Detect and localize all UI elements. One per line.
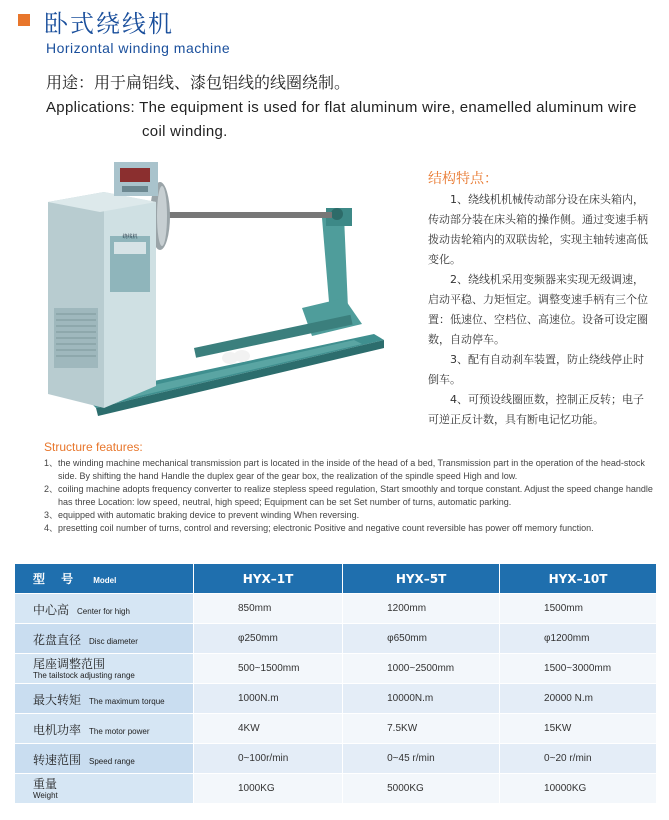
table-row — [15, 654, 657, 684]
table-cell: 4KW — [194, 714, 343, 744]
table-cell: 0~45 r/min — [343, 744, 500, 774]
table-row — [15, 624, 657, 654]
row-label-en: Weight — [33, 791, 58, 800]
structure-en-item — [44, 483, 654, 509]
applications-en-line1: Applications: The equipment is used for flat aluminum wire, enamelled aluminum wire — [46, 99, 637, 116]
table-cell: 500~1500mm — [194, 654, 343, 684]
header-model-cn: 型 号 — [33, 572, 80, 586]
table-row — [15, 744, 657, 774]
table-row — [15, 594, 657, 624]
row-label — [15, 684, 194, 714]
header-model-3: HYX–10T — [500, 564, 657, 594]
table-cell: 1200mm — [343, 594, 500, 624]
table-cell: 1500~3000mm — [500, 654, 657, 684]
spec-table-header — [15, 564, 657, 594]
row-label-cn: 中心高 — [33, 603, 70, 617]
table-cell: 1000~2500mm — [343, 654, 500, 684]
table-cell: 1500mm — [500, 594, 657, 624]
structure-en-text: equipped with automatic braking device to prevent winding When reversing. — [58, 510, 360, 520]
row-label-en: The motor power — [89, 727, 150, 736]
header-model-en: Model — [93, 576, 117, 585]
row-label-cn: 花盘直径 — [33, 633, 82, 647]
structure-cn-item: 4、可预设线圈匝数，控制正反转；电子可逆正反计数，具有断电记忆功能。 — [428, 393, 644, 426]
table-cell: 850mm — [194, 594, 343, 624]
structure-cn-item: 3、配有自动刹车装置，防止绕线停止时倒车。 — [428, 353, 644, 386]
table-cell: 0~20 r/min — [500, 744, 657, 774]
header-model-2: HYX–5T — [343, 564, 500, 594]
table-cell: 15KW — [500, 714, 657, 744]
row-label-en: Disc diameter — [89, 637, 138, 646]
structure-en-item — [44, 457, 654, 483]
page-title-en: Horizontal winding machine — [46, 40, 231, 56]
row-label-cn: 尾座调整范围 — [33, 657, 106, 671]
table-cell: 1000KG — [194, 774, 343, 804]
structure-en-item — [44, 509, 654, 522]
applications-en — [46, 96, 656, 144]
title-bullet — [18, 14, 30, 26]
structure-cn-title: 结构特点： — [428, 171, 498, 187]
structure-en-item — [44, 522, 654, 535]
winding-machine-photo — [44, 158, 388, 418]
table-cell: 20000 N.m — [500, 684, 657, 714]
row-label-en: The maximum torque — [89, 697, 165, 706]
table-cell: φ1200mm — [500, 624, 657, 654]
row-label-cn: 转速范围 — [33, 753, 82, 767]
table-cell: 10000N.m — [343, 684, 500, 714]
applications-cn: 用途：用于扁铝线、漆包铝线的线圈绕制。 — [46, 73, 351, 92]
row-label — [15, 714, 194, 744]
header-model-1: HYX–1T — [194, 564, 343, 594]
row-label — [15, 774, 194, 804]
structure-en-num: 1、 — [44, 458, 59, 468]
table-row — [15, 714, 657, 744]
table-cell: 10000KG — [500, 774, 657, 804]
table-cell: 7.5KW — [343, 714, 500, 744]
structure-en-text: presetting coil number of turns, control and reversing; electronic Positive and negative count reversible has power off memory function. — [58, 523, 594, 533]
table-cell: 0~100r/min — [194, 744, 343, 774]
structure-en-num: 2、 — [44, 484, 59, 494]
structure-en-text: the winding machine mechanical transmission part is located in the inside of the head of a bed, Transmission part in the operation of the head-stock side. By shifting the hand Handle the duplex gear of the gear box, the realization of the spindle speed High and low. — [58, 458, 645, 481]
row-label — [15, 624, 194, 654]
page-title-cn: 卧式绕线机 — [44, 10, 174, 38]
row-label-cn: 最大转矩 — [33, 693, 82, 707]
table-row — [15, 774, 657, 804]
structure-en-text: coiling machine adopts frequency converter to realize stepless speed regulation, Start smoothly and torque constant. Adjust the speed change handle has three Location: low speed, neutral, high speed; Equipment can be set Set number of turns, automatic parking. — [58, 484, 653, 507]
header-model-cell — [15, 564, 194, 594]
structure-en-list — [44, 457, 654, 535]
structure-en-num: 4、 — [44, 523, 59, 533]
row-label-en: The tailstock adjusting range — [33, 671, 135, 680]
row-label-cn: 重量 — [33, 777, 58, 791]
row-label — [15, 654, 194, 684]
row-label-en: Center for high — [77, 607, 130, 616]
row-label — [15, 744, 194, 774]
structure-cn-list — [428, 190, 653, 430]
row-label-en: Speed range — [89, 757, 135, 766]
row-label-cn: 电机功率 — [33, 723, 82, 737]
table-cell: φ250mm — [194, 624, 343, 654]
applications-en-line2: coil winding. — [142, 123, 228, 140]
structure-cn-item: 2、绕线机采用变频器来实现无级调速，启动平稳、力矩恒定。调整变速手柄有三个位置：低速位、空档位、高速位。设备可设定圈数，自动停车。 — [428, 273, 648, 346]
machine-panel-label: 绕线机 — [122, 234, 138, 240]
table-cell: φ650mm — [343, 624, 500, 654]
spec-table — [14, 563, 657, 804]
row-label — [15, 594, 194, 624]
structure-cn-item: 1、绕线机机械传动部分设在床头箱内，传动部分装在床头箱的操作侧。通过变速手柄拨动齿轮箱内的双联齿轮，实现主轴转速高低变化。 — [428, 193, 648, 266]
structure-en-num: 3、 — [44, 510, 59, 520]
table-cell: 5000KG — [343, 774, 500, 804]
structure-en-title: Structure features: — [44, 440, 143, 454]
table-row — [15, 684, 657, 714]
table-cell: 1000N.m — [194, 684, 343, 714]
